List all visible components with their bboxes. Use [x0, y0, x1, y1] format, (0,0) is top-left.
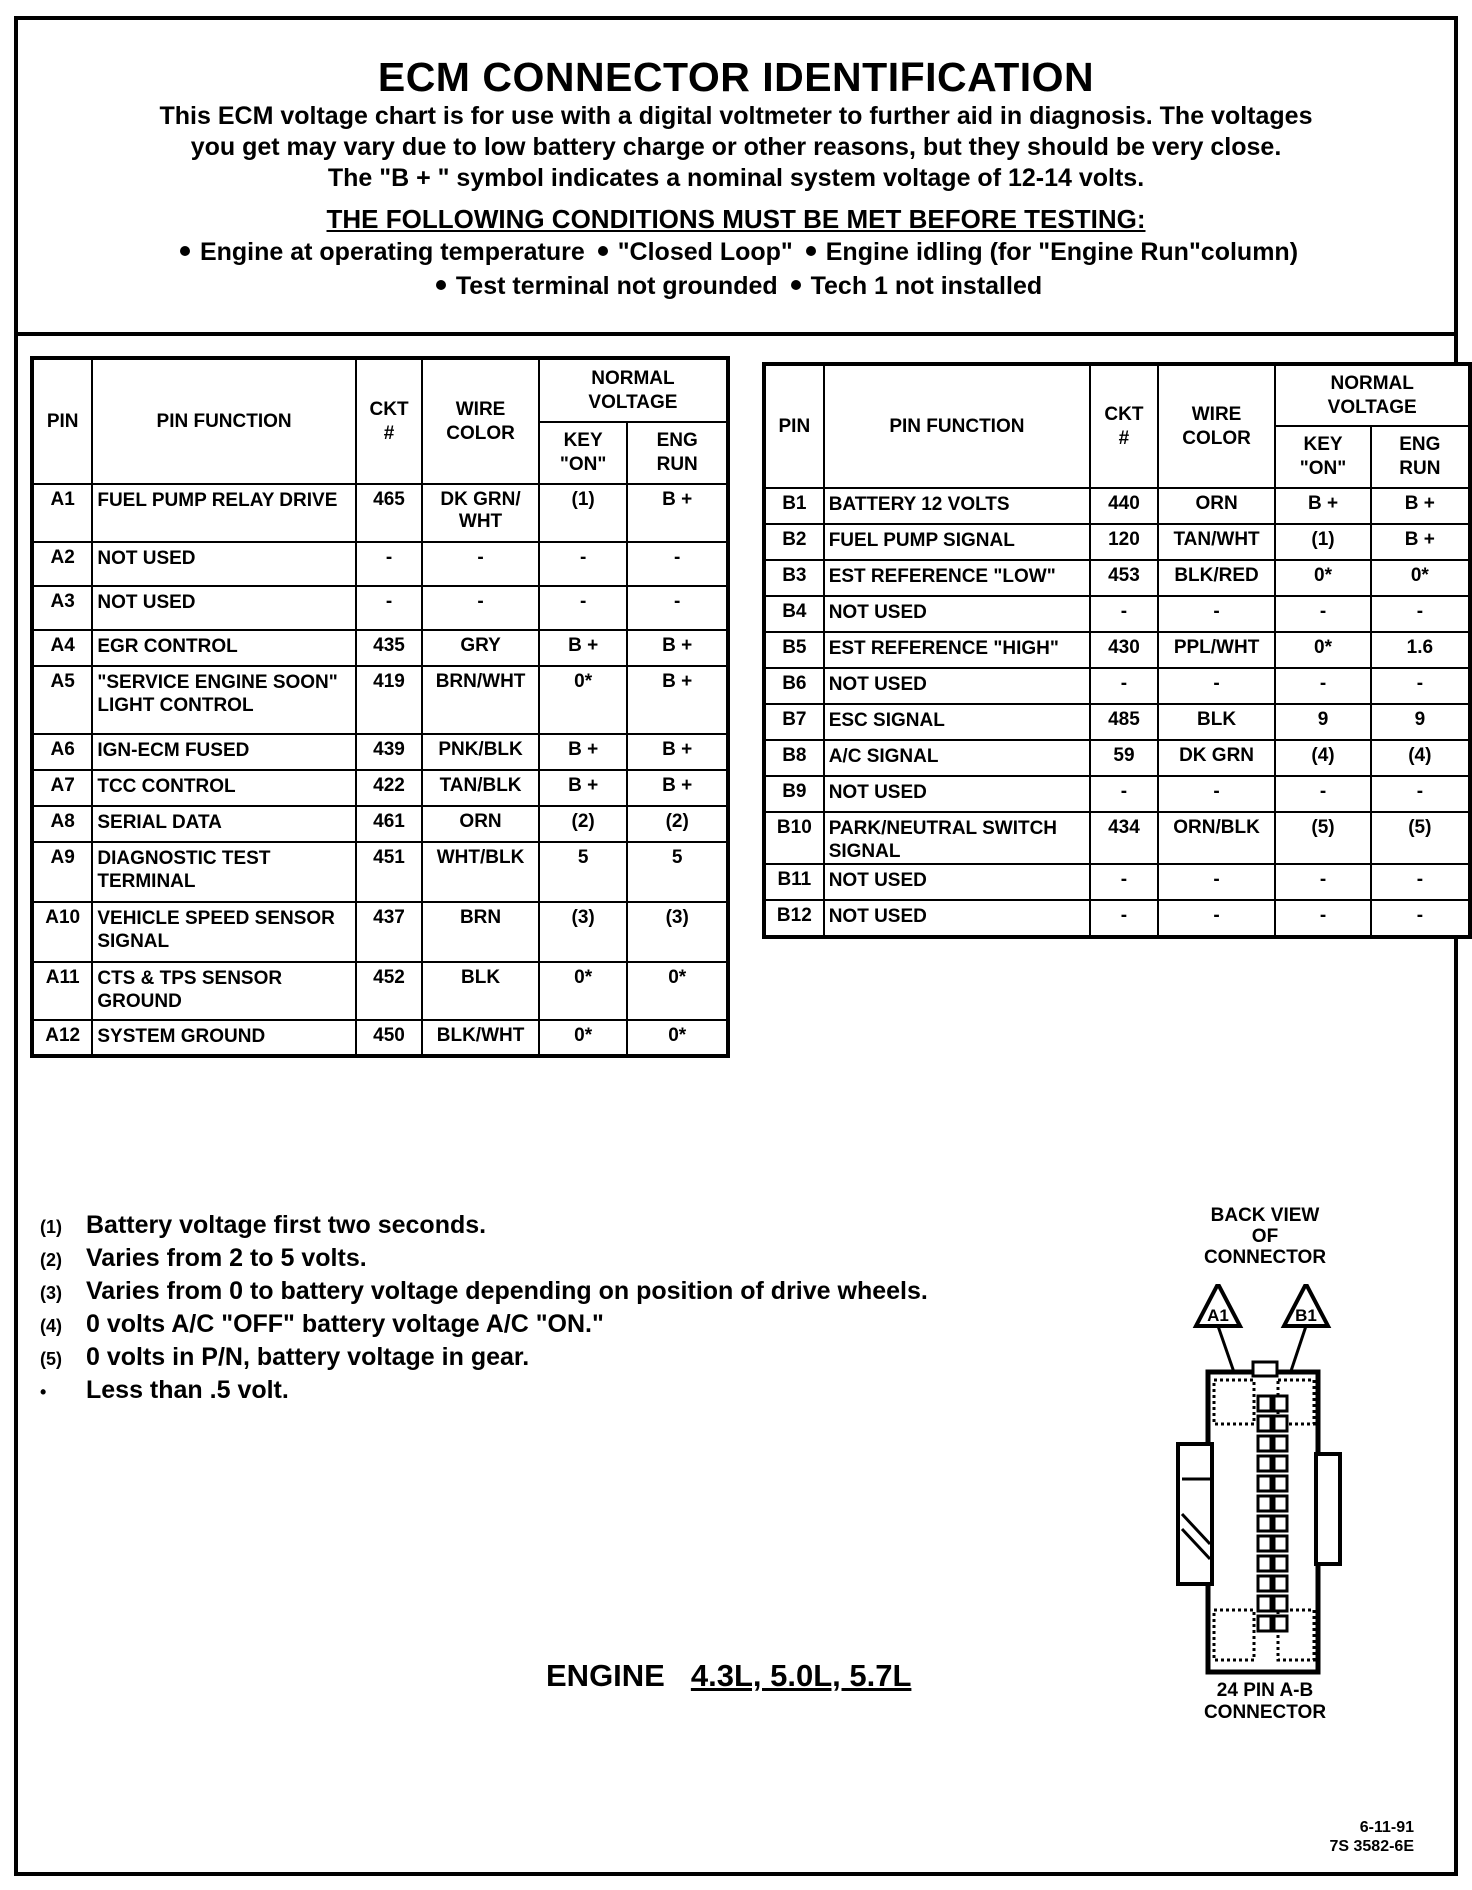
- wire-color-cell: PPL/WHT: [1158, 632, 1276, 668]
- ckt-cell: -: [1090, 900, 1158, 937]
- engine-label: ENGINE: [546, 1658, 665, 1693]
- col-key-on: KEY "ON": [1275, 426, 1370, 488]
- ckt-cell: 451: [356, 842, 422, 902]
- ckt-cell: 465: [356, 484, 422, 542]
- wire-color-cell: BRN: [422, 902, 539, 962]
- key-on-cell: -: [1275, 596, 1370, 632]
- key-on-cell: -: [1275, 864, 1370, 900]
- pin-cell: A4: [32, 630, 92, 666]
- function-cell: NOT USED: [824, 668, 1090, 704]
- key-on-cell: 9: [1275, 704, 1370, 740]
- ckt-cell: 450: [356, 1020, 422, 1056]
- table-row: [764, 900, 1470, 937]
- function-cell: NOT USED: [824, 900, 1090, 937]
- wire-color-cell: TAN/BLK: [422, 770, 539, 806]
- col-wire: WIRE COLOR: [422, 358, 539, 484]
- col-normal-voltage: NORMAL VOLTAGE: [1275, 364, 1470, 426]
- function-cell: DIAGNOSTIC TEST TERMINAL: [92, 842, 356, 902]
- ckt-cell: 452: [356, 962, 422, 1020]
- eng-run-cell: (5): [1371, 812, 1470, 864]
- function-cell: EST REFERENCE "HIGH": [824, 632, 1090, 668]
- col-eng-run: ENG RUN: [1371, 426, 1470, 488]
- ckt-cell: 453: [1090, 560, 1158, 596]
- function-cell: CTS & TPS SENSOR GROUND: [92, 962, 356, 1020]
- function-cell: EGR CONTROL: [92, 630, 356, 666]
- pin-cell: B2: [764, 524, 824, 560]
- table-row: [764, 596, 1470, 632]
- key-on-cell: (4): [1275, 740, 1370, 776]
- bullet-icon: [598, 246, 608, 256]
- bullet-icon: [436, 280, 446, 290]
- wire-color-cell: -: [1158, 596, 1276, 632]
- table-row: [32, 586, 728, 630]
- eng-run-cell: B +: [627, 630, 728, 666]
- key-on-cell: -: [539, 586, 628, 630]
- eng-run-cell: -: [1371, 776, 1470, 812]
- eng-run-cell: -: [1371, 596, 1470, 632]
- col-wire: WIRE COLOR: [1158, 364, 1276, 488]
- svg-text:A1: A1: [1207, 1306, 1229, 1325]
- eng-run-cell: 5: [627, 842, 728, 902]
- eng-run-cell: (4): [1371, 740, 1470, 776]
- function-cell: NOT USED: [824, 776, 1090, 812]
- eng-run-cell: B +: [627, 770, 728, 806]
- condition: Engine idling (for "Engine Run"column): [825, 238, 1299, 266]
- wire-color-cell: WHT/BLK: [422, 842, 539, 902]
- key-on-cell: 0*: [1275, 632, 1370, 668]
- wire-color-cell: ORN: [422, 806, 539, 842]
- key-on-cell: -: [539, 542, 628, 586]
- eng-run-cell: -: [1371, 864, 1470, 900]
- connector-pin-cell: [1258, 1616, 1271, 1631]
- engine-value: 4.3L, 5.0L, 5.7L: [690, 1658, 912, 1693]
- connector-caption: 24 PIN A-B CONNECTOR: [1203, 1680, 1327, 1723]
- eng-run-cell: B +: [627, 734, 728, 770]
- eng-run-cell: 1.6: [1371, 632, 1470, 668]
- wire-color-cell: PNK/BLK: [422, 734, 539, 770]
- table-row: [32, 542, 728, 586]
- col-function: PIN FUNCTION: [92, 358, 356, 484]
- key-on-cell: B +: [539, 734, 628, 770]
- pin-cell: A9: [32, 842, 92, 902]
- ckt-cell: -: [1090, 776, 1158, 812]
- connector-title: BACK VIEW OF CONNECTOR: [1203, 1205, 1327, 1268]
- ckt-cell: 419: [356, 666, 422, 734]
- footnote: • Less than .5 volt.: [40, 1376, 289, 1404]
- col-normal-voltage: NORMAL VOLTAGE: [539, 358, 728, 422]
- col-ckt: CKT #: [356, 358, 422, 484]
- wire-color-cell: -: [1158, 776, 1276, 812]
- eng-run-cell: 0*: [1371, 560, 1470, 596]
- eng-run-cell: (3): [627, 902, 728, 962]
- wire-color-cell: -: [1158, 900, 1276, 937]
- wire-color-cell: DK GRN/ WHT: [422, 484, 539, 542]
- table-row: [764, 776, 1470, 812]
- connector-diagram: [1170, 1284, 1350, 1680]
- connector-pin-cell: [1274, 1416, 1287, 1431]
- eng-run-cell: -: [627, 542, 728, 586]
- conditions-line-2: [18, 269, 1454, 303]
- table-row: [32, 770, 728, 806]
- connector-pin-cell: [1258, 1596, 1271, 1611]
- connector-pin-cell: [1258, 1396, 1271, 1411]
- bullet-icon: [806, 246, 816, 256]
- key-on-cell: (5): [1275, 812, 1370, 864]
- pin-cell: B7: [764, 704, 824, 740]
- col-pin: PIN: [32, 358, 92, 484]
- table-row: [32, 734, 728, 770]
- footnote: (1) Battery voltage first two seconds.: [40, 1211, 487, 1239]
- wire-color-cell: BRN/WHT: [422, 666, 539, 734]
- key-on-cell: (1): [539, 484, 628, 542]
- eng-run-cell: B +: [1371, 488, 1470, 524]
- bullet-icon: [180, 246, 190, 256]
- pin-cell: A8: [32, 806, 92, 842]
- document-number: 6-11-91 7S 3582-6E: [1329, 1819, 1414, 1855]
- connector-pin-cell: [1274, 1456, 1287, 1471]
- col-function: PIN FUNCTION: [824, 364, 1090, 488]
- function-cell: NOT USED: [92, 542, 356, 586]
- connector-pin-cell: [1258, 1536, 1271, 1551]
- intro-line-2: you get may vary due to low battery charge or other reasons, but they should be very close.: [190, 133, 1282, 161]
- ckt-cell: 461: [356, 806, 422, 842]
- connector-pin-cell: [1258, 1416, 1271, 1431]
- condition: "Closed Loop": [617, 238, 793, 266]
- connector-pin-cell: [1274, 1576, 1287, 1591]
- ckt-cell: 435: [356, 630, 422, 666]
- ckt-cell: 59: [1090, 740, 1158, 776]
- table-row: [764, 488, 1470, 524]
- condition: Test terminal not grounded: [455, 272, 778, 300]
- connector-pin-cell: [1274, 1516, 1287, 1531]
- key-on-cell: 0*: [539, 666, 628, 734]
- function-cell: TCC CONTROL: [92, 770, 356, 806]
- ckt-cell: -: [356, 586, 422, 630]
- pin-cell: B6: [764, 668, 824, 704]
- engine-line: [546, 1658, 911, 1694]
- pin-cell: A12: [32, 1020, 92, 1056]
- key-on-cell: 0*: [539, 962, 628, 1020]
- ckt-cell: 439: [356, 734, 422, 770]
- pin-cell: B12: [764, 900, 824, 937]
- function-cell: NOT USED: [824, 596, 1090, 632]
- key-on-cell: B +: [1275, 488, 1370, 524]
- pin-cell: A11: [32, 962, 92, 1020]
- function-cell: "SERVICE ENGINE SOON" LIGHT CONTROL: [92, 666, 356, 734]
- ckt-cell: 434: [1090, 812, 1158, 864]
- pin-cell: A6: [32, 734, 92, 770]
- pin-cell: A7: [32, 770, 92, 806]
- key-on-cell: B +: [539, 630, 628, 666]
- eng-run-cell: 0*: [627, 962, 728, 1020]
- connector-pin-cell: [1258, 1516, 1271, 1531]
- ckt-cell: 485: [1090, 704, 1158, 740]
- wire-color-cell: BLK: [422, 962, 539, 1020]
- eng-run-cell: -: [1371, 900, 1470, 937]
- pin-cell: B1: [764, 488, 824, 524]
- wire-color-cell: GRY: [422, 630, 539, 666]
- wire-color-cell: BLK/WHT: [422, 1020, 539, 1056]
- table-row: [32, 806, 728, 842]
- table-row: [32, 1020, 728, 1056]
- table-row: [32, 962, 728, 1020]
- key-on-cell: -: [1275, 668, 1370, 704]
- connector-pin-cell: [1274, 1556, 1287, 1571]
- footnote: (4) 0 volts A/C "OFF" battery voltage A/C "ON.": [40, 1310, 604, 1338]
- function-cell: VEHICLE SPEED SENSOR SIGNAL: [92, 902, 356, 962]
- connector-pin-cell: [1258, 1556, 1271, 1571]
- pin-cell: B8: [764, 740, 824, 776]
- wire-color-cell: BLK: [1158, 704, 1276, 740]
- connector-pin-cell: [1258, 1436, 1271, 1451]
- connector-pin-cell: [1258, 1496, 1271, 1511]
- svg-text:B1: B1: [1295, 1306, 1317, 1325]
- table-row: [32, 842, 728, 902]
- function-cell: BATTERY 12 VOLTS: [824, 488, 1090, 524]
- ckt-cell: 120: [1090, 524, 1158, 560]
- connector-pin-cell: [1274, 1496, 1287, 1511]
- function-cell: ESC SIGNAL: [824, 704, 1090, 740]
- connector-pin-cell: [1258, 1476, 1271, 1491]
- intro-line-3: The "B + " symbol indicates a nominal system voltage of 12-14 volts.: [327, 164, 1145, 192]
- pin-cell: B4: [764, 596, 824, 632]
- pin-cell: A3: [32, 586, 92, 630]
- table-row: [764, 704, 1470, 740]
- conditions-line-1: [18, 235, 1454, 269]
- table-row: [32, 666, 728, 734]
- pin-cell: B11: [764, 864, 824, 900]
- connector-pin-cell: [1258, 1576, 1271, 1591]
- wire-color-cell: DK GRN: [1158, 740, 1276, 776]
- wire-color-cell: ORN/BLK: [1158, 812, 1276, 864]
- wire-color-cell: BLK/RED: [1158, 560, 1276, 596]
- key-on-cell: 0*: [539, 1020, 628, 1056]
- footnote: (2) Varies from 2 to 5 volts.: [40, 1244, 367, 1272]
- table-row: [764, 668, 1470, 704]
- ckt-cell: 422: [356, 770, 422, 806]
- bullet-icon: [791, 280, 801, 290]
- key-on-cell: 0*: [1275, 560, 1370, 596]
- table-row: [32, 630, 728, 666]
- function-cell: SERIAL DATA: [92, 806, 356, 842]
- wire-color-cell: -: [422, 586, 539, 630]
- pin-cell: A5: [32, 666, 92, 734]
- wire-color-cell: -: [1158, 668, 1276, 704]
- col-key-on: KEY "ON": [539, 422, 628, 484]
- connector-pin-cell: [1274, 1436, 1287, 1451]
- page-title: ECM CONNECTOR IDENTIFICATION: [377, 54, 1095, 100]
- function-cell: FUEL PUMP SIGNAL: [824, 524, 1090, 560]
- intro-line-1: This ECM voltage chart is for use with a digital voltmeter to further aid in diagnosis. The voltages: [159, 102, 1313, 130]
- eng-run-cell: 0*: [627, 1020, 728, 1056]
- col-eng-run: ENG RUN: [627, 422, 728, 484]
- wire-color-cell: -: [1158, 864, 1276, 900]
- table-row: [764, 632, 1470, 668]
- table-row: [32, 484, 728, 542]
- eng-run-cell: -: [1371, 668, 1470, 704]
- eng-run-cell: -: [627, 586, 728, 630]
- ckt-cell: -: [356, 542, 422, 586]
- key-on-cell: -: [1275, 776, 1370, 812]
- footnote: (3) Varies from 0 to battery voltage depending on position of drive wheels.: [40, 1277, 928, 1305]
- function-cell: PARK/NEUTRAL SWITCH SIGNAL: [824, 812, 1090, 864]
- pin-cell: B3: [764, 560, 824, 596]
- key-on-cell: (2): [539, 806, 628, 842]
- eng-run-cell: (2): [627, 806, 728, 842]
- condition: Tech 1 not installed: [810, 272, 1043, 300]
- function-cell: EST REFERENCE "LOW": [824, 560, 1090, 596]
- connector-pin-cell: [1258, 1456, 1271, 1471]
- pin-cell: A10: [32, 902, 92, 962]
- function-cell: SYSTEM GROUND: [92, 1020, 356, 1056]
- connector-pin-cell: [1274, 1536, 1287, 1551]
- key-on-cell: (1): [1275, 524, 1370, 560]
- table-row: [32, 902, 728, 962]
- eng-run-cell: B +: [627, 484, 728, 542]
- table-row: [764, 812, 1470, 864]
- ckt-cell: -: [1090, 668, 1158, 704]
- pin-cell: B5: [764, 632, 824, 668]
- ckt-cell: -: [1090, 864, 1158, 900]
- connector-pin-cell: [1274, 1396, 1287, 1411]
- wire-color-cell: -: [422, 542, 539, 586]
- wire-color-cell: ORN: [1158, 488, 1276, 524]
- key-on-cell: B +: [539, 770, 628, 806]
- eng-run-cell: 9: [1371, 704, 1470, 740]
- pin-table-a: [30, 356, 730, 1058]
- function-cell: NOT USED: [92, 586, 356, 630]
- ckt-cell: 430: [1090, 632, 1158, 668]
- connector-pin-cell: [1274, 1596, 1287, 1611]
- footnotes: [40, 1210, 928, 1408]
- conditions-heading: THE FOLLOWING CONDITIONS MUST BE MET BEFORE TESTING:: [326, 204, 1146, 234]
- function-cell: FUEL PUMP RELAY DRIVE: [92, 484, 356, 542]
- pin-cell: A2: [32, 542, 92, 586]
- pin-cell: A1: [32, 484, 92, 542]
- col-ckt: CKT #: [1090, 364, 1158, 488]
- connector-pin-cell: [1274, 1476, 1287, 1491]
- pin-cell: B9: [764, 776, 824, 812]
- condition: Engine at operating temperature: [199, 238, 585, 266]
- col-pin: PIN: [764, 364, 824, 488]
- pin-cell: B10: [764, 812, 824, 864]
- ckt-cell: 437: [356, 902, 422, 962]
- function-cell: IGN-ECM FUSED: [92, 734, 356, 770]
- ckt-cell: -: [1090, 596, 1158, 632]
- function-cell: NOT USED: [824, 864, 1090, 900]
- ckt-cell: 440: [1090, 488, 1158, 524]
- table-row: [764, 864, 1470, 900]
- header: [18, 20, 1454, 336]
- function-cell: A/C SIGNAL: [824, 740, 1090, 776]
- table-row: [764, 560, 1470, 596]
- footnote: (5) 0 volts in P/N, battery voltage in gear.: [40, 1343, 530, 1371]
- wire-color-cell: TAN/WHT: [1158, 524, 1276, 560]
- eng-run-cell: B +: [1371, 524, 1470, 560]
- eng-run-cell: B +: [627, 666, 728, 734]
- pin-table-b: [762, 362, 1472, 939]
- connector-pin-cell: [1274, 1616, 1287, 1631]
- key-on-cell: 5: [539, 842, 628, 902]
- key-on-cell: -: [1275, 900, 1370, 937]
- table-row: [764, 740, 1470, 776]
- key-on-cell: (3): [539, 902, 628, 962]
- table-row: [764, 524, 1470, 560]
